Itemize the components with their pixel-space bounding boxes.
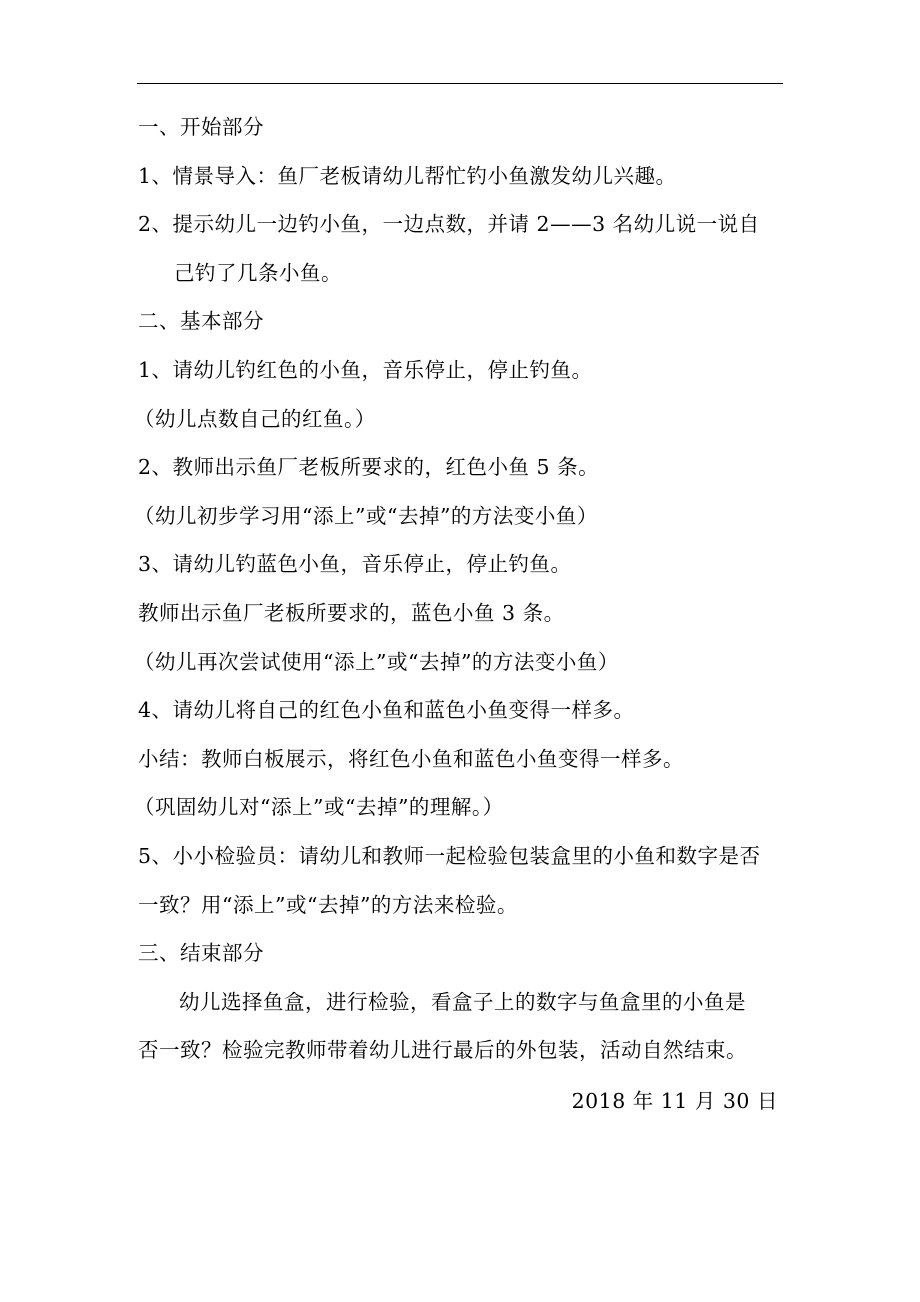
header-rule — [137, 83, 783, 84]
paragraph-line: 1、请幼儿钓红色的小鱼，音乐停止，停止钓鱼。 — [138, 357, 593, 382]
paragraph-line: 教师出示鱼厂老板所要求的，蓝色小鱼 3 条。 — [138, 600, 565, 625]
document-body — [134, 115, 783, 1088]
paragraph-line-continued: 己钓了几条小鱼。 — [174, 260, 342, 285]
paragraph-line-note: （巩固幼儿对“添上”或“去掉”的理解。） — [134, 795, 504, 820]
section-heading-basic: 二、基本部分 — [138, 309, 264, 334]
document-date: 2018 年 11 月 30 日 — [571, 1089, 778, 1113]
paragraph-line: 一致？用“添上”或“去掉”的方法来检验。 — [138, 892, 518, 917]
paragraph-line: 2、教师出示鱼厂老板所要求的，红色小鱼 5 条。 — [138, 455, 600, 480]
paragraph-line: 5、小小检验员：请幼儿和教师一起检验包装盒里的小鱼和数字是否 — [138, 843, 761, 868]
section-heading-end: 三、结束部分 — [138, 941, 264, 966]
paragraph-line-summary: 小结：教师白板展示，将红色小鱼和蓝色小鱼变得一样多。 — [138, 746, 684, 771]
section-heading-start: 一、开始部分 — [138, 115, 264, 139]
paragraph-line-note: （幼儿点数自己的红鱼。） — [134, 406, 376, 431]
paragraph-line: 2、提示幼儿一边钓小鱼，一边点数，并请 2——3 名幼儿说一说自 — [138, 212, 760, 237]
paragraph-line: 否一致？检验完教师带着幼儿进行最后的外包装，活动自然结束。 — [138, 1038, 747, 1063]
paragraph-line: 1、情景导入：鱼厂老板请幼儿帮忙钓小鱼激发幼儿兴趣。 — [138, 163, 677, 188]
paragraph-line-note: （幼儿初步学习用“添上”或“去掉”的方法变小鱼） — [134, 503, 598, 528]
paragraph-line-indented: 幼儿选择鱼盒，进行检验，看盒子上的数字与鱼盒里的小鱼是 — [179, 989, 746, 1014]
paragraph-line: 4、请幼儿将自己的红色小鱼和蓝色小鱼变得一样多。 — [138, 698, 635, 723]
paragraph-line-note: （幼儿再次尝试使用“添上”或“去掉”的方法变小鱼） — [134, 649, 619, 674]
paragraph-line: 3、请幼儿钓蓝色小鱼，音乐停止，停止钓鱼。 — [138, 552, 572, 577]
